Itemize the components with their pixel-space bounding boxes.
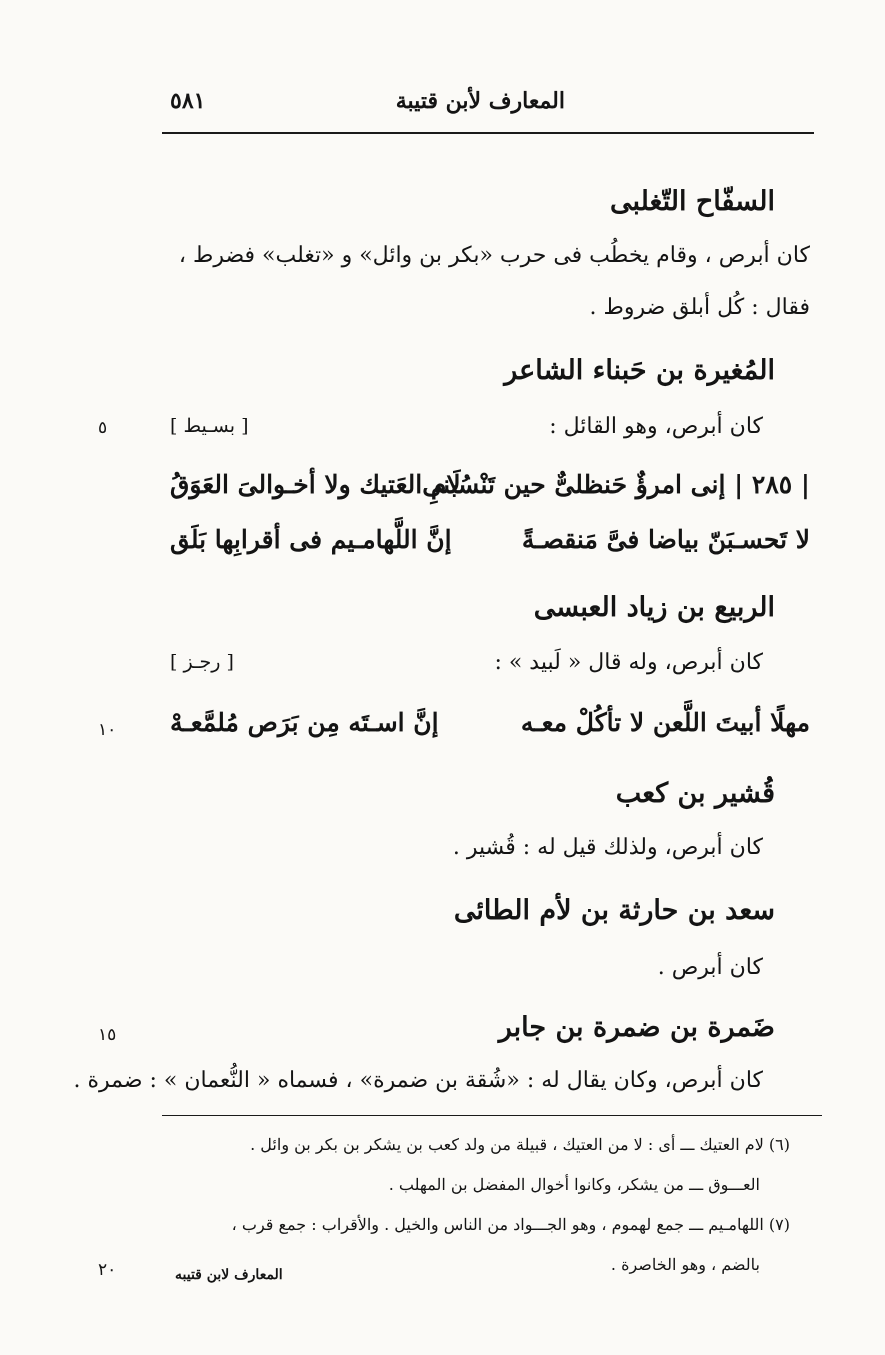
footnote: (٧) اللهامـيم ـــ جمع لهموم ، وهو الجـــواد من الناس والخيل . والأقراب : جمع قرب ، <box>231 1215 790 1234</box>
signature-line: المعارف لابن قتيبه <box>175 1267 283 1283</box>
footnote: (٦) لام العتيك ـــ أى : لا من العتيك ، قبيلة من ولد كعب بن يشكر بن بكر بن وائل . <box>250 1135 790 1154</box>
line-number: ١٠ <box>98 720 117 740</box>
entry-heading: سعد بن حارثة بن لأم الطائى <box>453 895 775 926</box>
header-rule <box>162 132 814 134</box>
entry-text: كان أبرص . <box>657 955 763 980</box>
line-number: ٥ <box>98 418 108 438</box>
entry-heading: السفّاح التّغلبى <box>609 186 775 217</box>
verse-hemistich-left: لَامِ العَتيك ولا أخـوالىَ العَوَقُ <box>170 470 461 499</box>
entry-text: فقال : كُل أبلق ضروط . <box>589 295 810 320</box>
footnote: بالضم ، وهو الخاصرة . <box>610 1255 760 1274</box>
footnote-rule <box>162 1115 822 1116</box>
line-number: ١٥ <box>98 1025 117 1045</box>
entry-heading: ضَمرة بن ضمرة بن جابر <box>498 1012 775 1043</box>
verse-hemistich-right: مهلًا أبيتَ اللَّعن لا تأكُلْ معـه <box>520 708 810 737</box>
entry-intro: كان أبرص، وهو القائل : <box>549 414 763 439</box>
entry-intro: كان أبرص، وله قال « لَبيد » : <box>494 650 763 675</box>
entry-text: كان أبرص ، وقام يخطُب فى حرب «بكر بن وائل» و «تغلب» فضرط ، <box>178 243 810 268</box>
entry-heading: قُشير بن كعب <box>615 778 775 809</box>
entry-text: كان أبرص، وكان يقال له : «شُقة بن ضمرة» ، فسماه « النُّعمان » : ضمرة . <box>73 1068 763 1093</box>
entry-text: كان أبرص، ولذلك قيل له : قُشير . <box>452 835 763 860</box>
running-title: المعارف لأبن قتيبة <box>395 88 565 114</box>
footnote: العـــوق ـــ من يشكر، وكانوا أخوال المفضل بن المهلب . <box>388 1175 760 1194</box>
line-number: ٢٠ <box>98 1260 117 1280</box>
entry-heading: المُغيرة بن حَبناء الشاعر <box>504 355 775 386</box>
verse-hemistich-left: إنَّ اسـتَه مِن بَرَص مُلمَّعـهْ <box>170 708 439 737</box>
meter-label: [ بسـيط ] <box>170 415 249 437</box>
entry-heading: الربيع بن زياد العبسى <box>533 592 775 623</box>
page-number: ٥٨١ <box>170 88 206 114</box>
meter-label: [ رجـز ] <box>170 651 234 673</box>
verse-hemistich-left: إنَّ اللَّهامـيم فى أقرابِها بَلَق <box>170 525 452 554</box>
verse-hemistich-right: | ٢٨٥ | إنى امرؤٌ حَنظلىٌّ حين تَنْسُبنى <box>422 470 810 499</box>
verse-hemistich-right: لا تَحسـبَنّ بياضا فىَّ مَنقصـةً <box>521 525 810 554</box>
